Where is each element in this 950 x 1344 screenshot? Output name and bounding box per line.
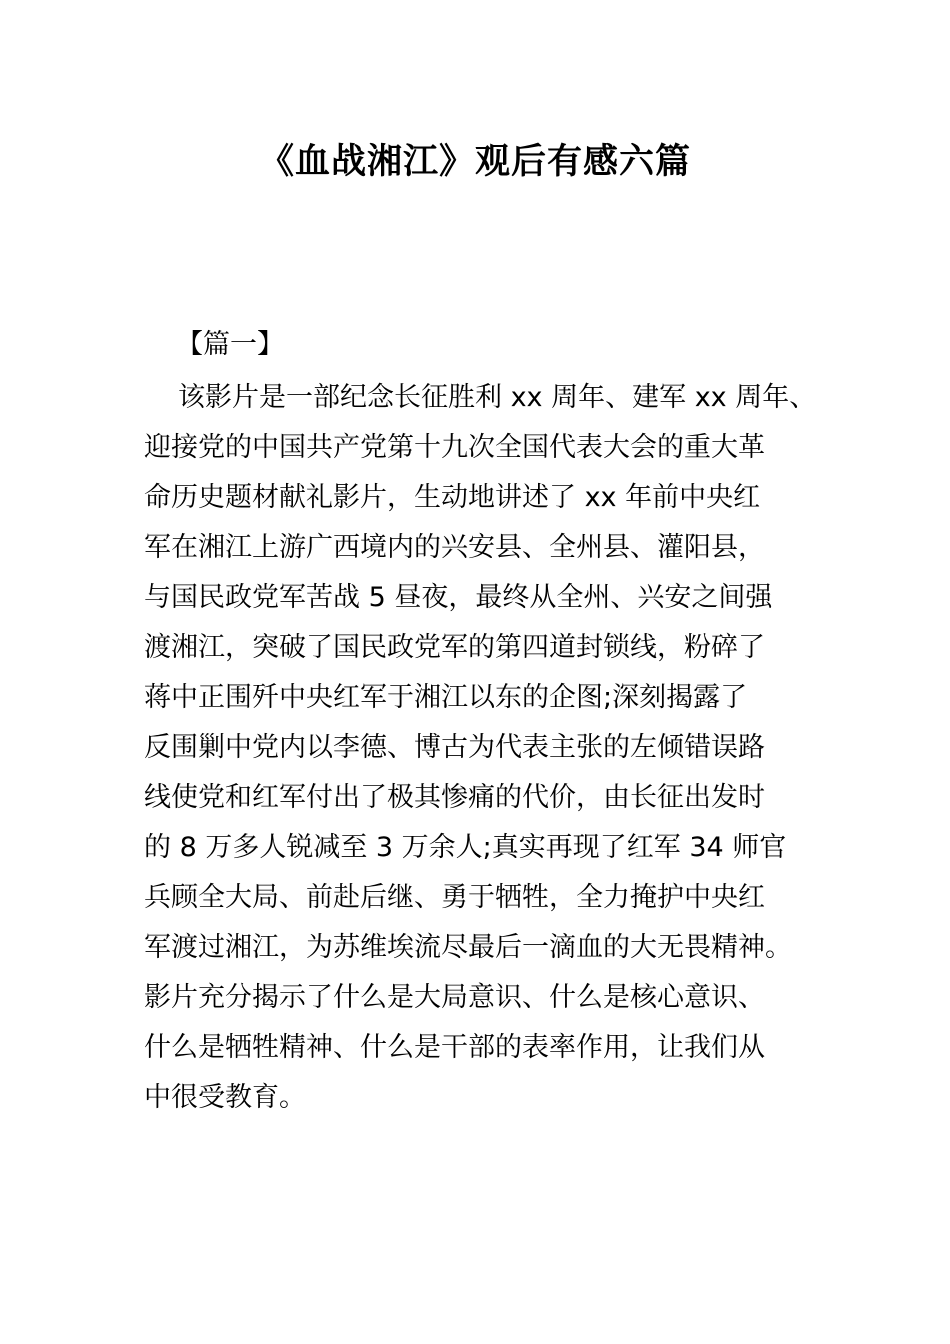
text-line: 迎接党的中国共产党第十九次全国代表大会的重大革 (144, 432, 765, 463)
text-line: 的 8 万多人锐减至 3 万余人;真实再现了红军 34 师官 (144, 832, 787, 863)
text-line: 反围剿中党内以李德、博古为代表主张的左倾错误路 (144, 732, 765, 763)
text-line: 命历史题材献礼影片，生动地讲述了 xx 年前中央红 (144, 482, 761, 513)
text-line: 该影片是一部纪念长征胜利 xx 周年、建军 xx 周年、 (178, 382, 817, 413)
body-text (144, 373, 834, 1123)
text-line: 线使党和红军付出了极其惨痛的代价，由长征出发时 (144, 782, 765, 813)
text-line: 兵顾全大局、前赴后继、勇于牺牲，全力掩护中央红 (144, 882, 765, 913)
text-line: 中很受教育。 (144, 1082, 306, 1113)
text-line: 什么是牺牲精神、什么是干部的表率作用，让我们从 (144, 1032, 765, 1063)
text-line: 渡湘江，突破了国民政党军的第四道封锁线，粉碎了 (144, 632, 765, 663)
text-line: 军在湘江上游广西境内的兴安县、全州县、灌阳县， (144, 532, 765, 563)
section-heading: 【篇一】 (176, 329, 284, 360)
text-line: 影片充分揭示了什么是大局意识、什么是核心意识、 (144, 982, 765, 1013)
text-line: 与国民政党军苦战 5 昼夜，最终从全州、兴安之间强 (144, 582, 773, 613)
text-line: 军渡过湘江，为苏维埃流尽最后一滴血的大无畏精神。 (144, 932, 792, 963)
text-line: 蒋中正围歼中央红军于湘江以东的企图;深刻揭露了 (144, 682, 748, 713)
page-title: 《血战湘江》观后有感六篇 (258, 142, 691, 182)
